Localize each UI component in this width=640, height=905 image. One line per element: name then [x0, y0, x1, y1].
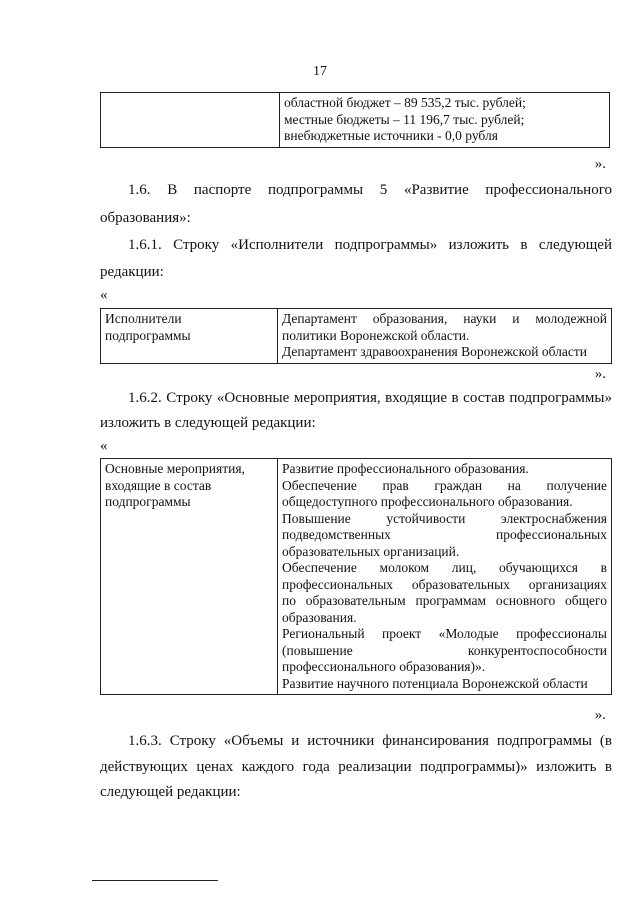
activity-line: (повышение конкурентоспособности	[282, 642, 607, 658]
activity-line: Развитие научного потенциала Воронежской области	[282, 675, 588, 691]
activity-line: Региональный проект «Молодые профессионалы	[282, 626, 607, 641]
paragraph-line: образования»:	[100, 210, 191, 226]
activities-label-cell	[101, 459, 278, 695]
financing-line: внебюджетные источники - 0,0 рубля	[284, 128, 498, 143]
financing-sources-cell	[280, 93, 610, 148]
cell-text: Исполнители	[105, 311, 182, 326]
financing-line: местные бюджеты – 11 196,7 тыс. рублей;	[284, 111, 525, 127]
paragraph-line: действующих ценах каждого года реализации подпрограммы)» изложить в	[100, 759, 612, 775]
activity-line: общедоступного профессионального образования.	[282, 494, 573, 509]
activity-line: Обеспечение молоком лиц, обучающихся в	[282, 560, 607, 575]
paragraph-line: 1.6.2. Строку «Основные мероприятия, входящие в состав подпрограммы»	[128, 390, 612, 406]
paragraph-line: 1.6. В паспорте подпрограммы 5 «Развитие профессионального	[128, 182, 612, 198]
activity-line: образовательных организаций.	[282, 543, 460, 559]
closing-quote: ».	[594, 366, 606, 382]
cell-text: Департамент образования, науки и молодежной	[282, 311, 607, 326]
activity-line: профессионального образования)».	[282, 659, 486, 674]
financing-table-continuation	[100, 92, 610, 148]
cell-text: подпрограммы	[105, 327, 191, 343]
executors-table	[100, 308, 612, 364]
cell-text: политики Воронежской области.	[282, 327, 470, 343]
activity-line: подведомственных профессиональных	[282, 527, 607, 542]
activity-line: Обеспечение прав граждан на получение	[282, 477, 607, 493]
paragraph-line: следующей редакции:	[100, 784, 241, 800]
opening-quote: «	[100, 438, 108, 454]
table-empty-cell	[101, 93, 280, 148]
main-activities-table	[100, 458, 612, 695]
cell-text: входящие в состав	[105, 477, 212, 493]
executors-value-cell	[278, 309, 612, 364]
cell-text: Департамент здравоохранения Воронежской области	[282, 344, 588, 359]
cell-text: Основные мероприятия,	[105, 461, 245, 476]
closing-quote: ».	[594, 156, 606, 172]
activity-line: Повышение устойчивости электроснабжения	[282, 510, 607, 526]
paragraph-line: изложить в следующей редакции:	[100, 415, 316, 431]
cell-text: подпрограммы	[105, 494, 191, 509]
page-number: 17	[313, 64, 327, 79]
executors-label-cell	[101, 309, 278, 364]
paragraph-line: 1.6.1. Строку «Исполнители подпрограммы» изложить в следующей	[128, 237, 612, 253]
closing-quote: ».	[594, 707, 606, 723]
opening-quote: «	[100, 287, 108, 303]
activity-line: образования.	[282, 609, 357, 625]
activities-value-cell	[278, 459, 612, 695]
activity-line: профессиональных образовательных организациях	[282, 576, 607, 592]
paragraph-line: редакции:	[100, 264, 164, 280]
paragraph-line: 1.6.3. Строку «Объемы и источники финансирования подпрограммы (в	[128, 733, 612, 749]
activity-line: Развитие профессионального образования.	[282, 461, 529, 476]
footnote-separator	[92, 880, 218, 881]
activity-line: по образовательным программам основного общего	[282, 593, 607, 608]
financing-line: областной бюджет – 89 535,2 тыс. рублей;	[284, 95, 526, 110]
